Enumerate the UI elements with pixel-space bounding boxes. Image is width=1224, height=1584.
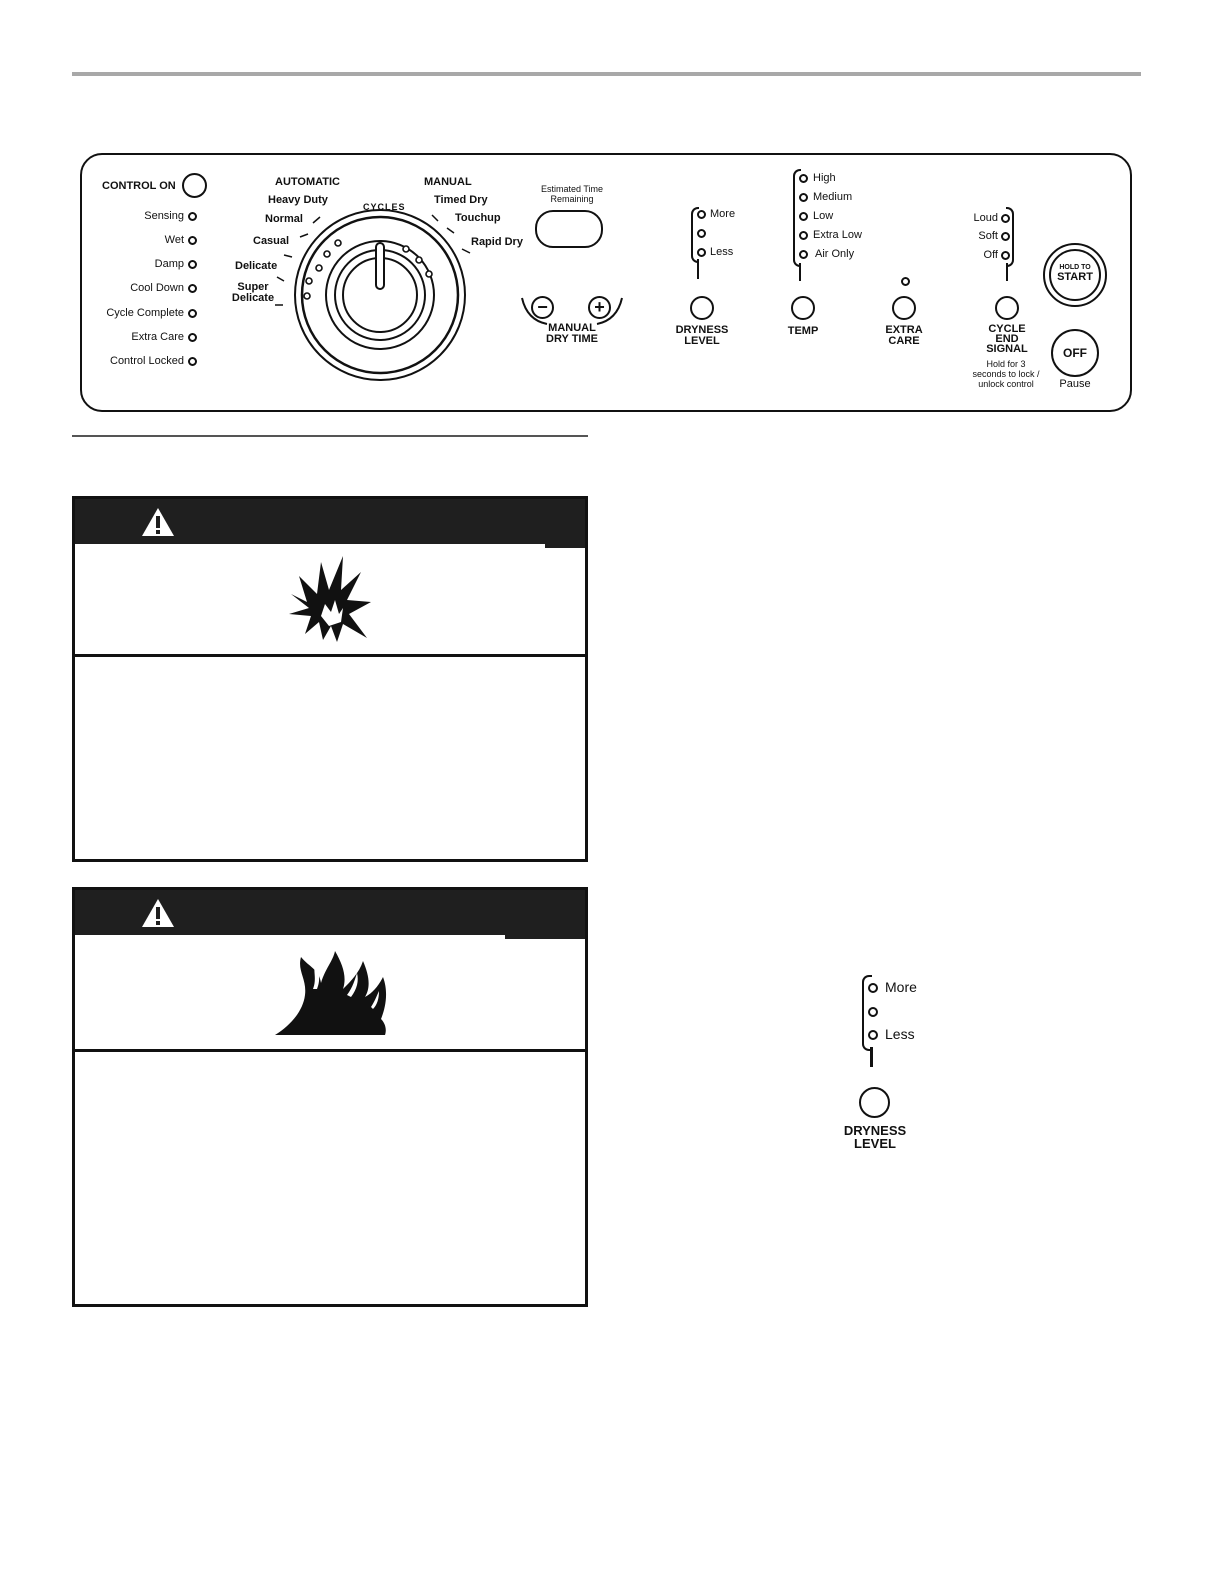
fire-icon (273, 949, 391, 1037)
dryness-detail-led (868, 1030, 878, 1040)
status-label: Cycle Complete (106, 307, 184, 319)
dryness-detail-option: Less (885, 1026, 915, 1042)
dryness-led (697, 210, 706, 219)
explosion-icon (285, 554, 375, 644)
signal-option: Off (983, 249, 998, 261)
manual-dry-time-label: MANUAL DRY TIME (546, 322, 598, 345)
section-rule (72, 435, 588, 437)
status-led (188, 284, 197, 293)
warning-box-fire (72, 887, 588, 1307)
status-label: Wet (164, 234, 184, 246)
warning-triangle-icon (141, 898, 175, 928)
dryness-level-button[interactable] (690, 296, 714, 320)
minus-button[interactable]: − (531, 296, 554, 319)
estimated-time-label: Estimated Time Remaining (540, 184, 604, 204)
cycle-end-signal-label: CYCLE END SIGNAL (986, 323, 1028, 355)
dryness-level-label: DRYNESS LEVEL (675, 324, 729, 347)
extra-care-label: EXTRA CARE (885, 324, 923, 347)
extra-care-led (901, 277, 910, 286)
signal-option: Loud (973, 212, 998, 224)
control-on-label: CONTROL ON (102, 180, 176, 192)
temp-stem (799, 263, 801, 281)
signal-led (1001, 251, 1010, 260)
dryness-detail-stem (870, 1047, 873, 1067)
cycle-option: Delicate (235, 260, 278, 272)
signal-led (1001, 214, 1010, 223)
warning-symbol-area (75, 544, 585, 657)
lock-note: Hold for 3 seconds to lock / unlock control (972, 359, 1040, 389)
temp-option: High (813, 172, 836, 184)
cycle-end-signal-button[interactable] (995, 296, 1019, 320)
plus-button[interactable]: + (588, 296, 611, 319)
status-label: Damp (154, 258, 184, 270)
status-led (188, 260, 197, 269)
temp-led (799, 250, 808, 259)
signal-option: Soft (978, 230, 998, 242)
cycle-option: Touchup (455, 212, 501, 224)
warning-body (75, 657, 585, 862)
dryness-option: More (710, 208, 736, 220)
warning-header (75, 499, 585, 544)
cycles-dial-label: CYCLES (363, 202, 406, 212)
dryness-detail-led (868, 983, 878, 993)
start-small-label: HOLD TO (1059, 264, 1091, 271)
temp-label: TEMP (787, 325, 819, 337)
dryness-stem (697, 259, 699, 279)
start-big-label: START (1057, 271, 1093, 283)
start-button[interactable] (1043, 243, 1107, 307)
extra-care-button[interactable] (892, 296, 916, 320)
temp-led (799, 231, 808, 240)
dryness-led (697, 248, 706, 257)
dryness-option: Less (710, 246, 734, 258)
control-panel (80, 153, 1132, 412)
cycle-option: Rapid Dry (471, 236, 523, 248)
status-label: Sensing (144, 210, 184, 222)
signal-led (1001, 232, 1010, 241)
signal-stem (1006, 263, 1008, 281)
automatic-label: AUTOMATIC (275, 176, 340, 188)
cycle-option: Super Delicate (231, 281, 275, 304)
warning-header (75, 890, 585, 935)
top-rule (72, 72, 1141, 76)
status-label: Control Locked (110, 355, 184, 367)
warning-body (75, 1052, 585, 1307)
cycle-dial[interactable] (272, 195, 482, 385)
status-label: Extra Care (131, 331, 184, 343)
dryness-led (697, 229, 706, 238)
pause-label: Pause (1059, 378, 1091, 390)
dryness-detail-led (868, 1007, 878, 1017)
temp-option: Medium (813, 191, 853, 203)
dryness-detail-option: More (885, 979, 917, 995)
start-button-face (1049, 249, 1101, 301)
warning-symbol-area (75, 935, 585, 1052)
dryness-detail-button[interactable] (859, 1087, 890, 1118)
time-display (535, 210, 603, 248)
temp-led (799, 193, 808, 202)
temp-option: Low (813, 210, 834, 222)
temp-led (799, 212, 808, 221)
temp-button[interactable] (791, 296, 815, 320)
dryness-detail-label: DRYNESS LEVEL (843, 1123, 907, 1151)
cycle-option: Timed Dry (434, 194, 488, 206)
warning-box-explosion (72, 496, 588, 862)
warning-triangle-icon (141, 507, 175, 537)
cycle-option: Casual (253, 235, 290, 247)
cycle-option: Normal (265, 213, 303, 225)
status-label: Cool Down (130, 282, 184, 294)
manual-label: MANUAL (424, 176, 472, 188)
status-led (188, 212, 197, 221)
temp-option: Extra Low (813, 229, 862, 241)
temp-option: Air Only (815, 248, 855, 260)
status-led (188, 357, 197, 366)
status-led (188, 309, 197, 318)
cycle-option: Heavy Duty (268, 194, 328, 206)
status-led (188, 333, 197, 342)
control-on-indicator (182, 173, 207, 198)
status-led (188, 236, 197, 245)
off-button[interactable]: OFF (1051, 329, 1099, 377)
temp-led (799, 174, 808, 183)
